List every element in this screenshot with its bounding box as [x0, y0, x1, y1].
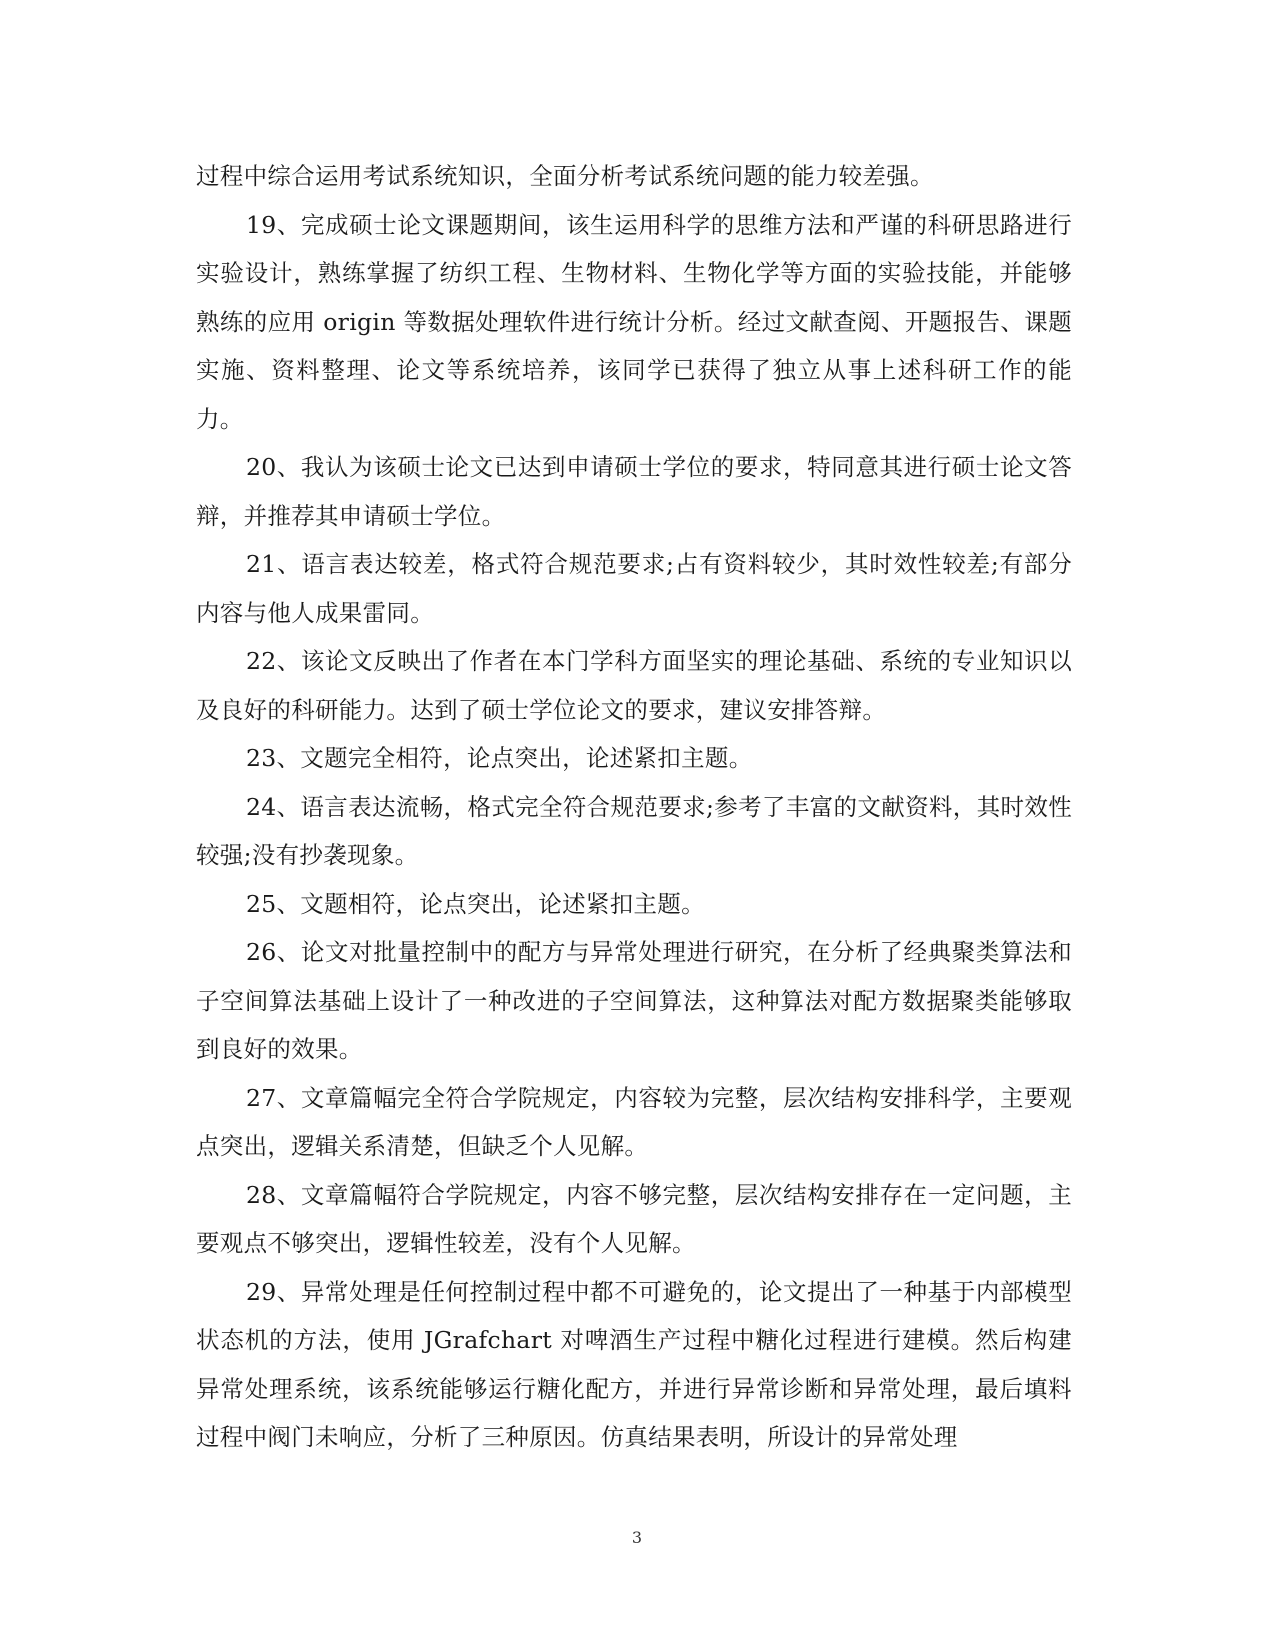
paragraph-27: 27、文章篇幅完全符合学院规定，内容较为完整，层次结构安排科学，主要观点突出，逻辑关系清楚，但缺乏个人见解。 [196, 1083, 1072, 1160]
paragraph-20: 20、我认为该硕士论文已达到申请硕士学位的要求，特同意其进行硕士论文答辩，并推荐其申请硕士学位。 [196, 453, 1072, 530]
paragraph-21: 21、语言表达较差，格式符合规范要求;占有资料较少，其时效性较差;有部分内容与他人成果雷同。 [196, 550, 1072, 627]
paragraph-24: 24、语言表达流畅，格式完全符合规范要求;参考了丰富的文献资料，其时效性较强;没有抄袭现象。 [196, 792, 1072, 869]
paragraph-26: 26、论文对批量控制中的配方与异常处理进行研究，在分析了经典聚类算法和子空间算法基础上设计了一种改进的子空间算法，这种算法对配方数据聚类能够取到良好的效果。 [196, 938, 1072, 1063]
paragraph-29: 29、异常处理是任何控制过程中都不可避免的，论文提出了一种基于内部模型状态机的方法，使用 JGrafchart 对啤酒生产过程中糖化过程进行建模。然后构建异常处理系统，该系统能够运行糖化配方，并进行异常诊断和异常处理，最后填料过程中阀门未响应，分析了三种原因。仿真结果表明，所设计的异常处理 [196, 1277, 1072, 1451]
paragraph-continuation: 过程中综合运用考试系统知识，全面分析考试系统问题的能力较差强。 [196, 162, 934, 190]
paragraph-28: 28、文章篇幅符合学院规定，内容不够完整，层次结构安排存在一定问题，主要观点不够突出，逻辑性较差，没有个人见解。 [196, 1180, 1072, 1257]
document-body [196, 152, 1072, 1462]
page-number: 3 [631, 1528, 643, 1547]
paragraph-19: 19、完成硕士论文课题期间，该生运用科学的思维方法和严谨的科研思路进行实验设计，熟练掌握了纺织工程、生物材料、生物化学等方面的实验技能，并能够熟练的应用 origin 等数据处理软件进行统计分析。经过文献查阅、开题报告、课题实施、资料整理、论文等系统培养，该同学已获得了独立从事上述科研工作的能力。 [196, 210, 1072, 433]
paragraph-23: 23、文题完全相符，论点突出，论述紧扣主题。 [246, 744, 753, 772]
paragraph-22: 22、该论文反映出了作者在本门学科方面坚实的理论基础、系统的专业知识以及良好的科研能力。达到了硕士学位论文的要求，建议安排答辩。 [196, 647, 1072, 724]
paragraph-25: 25、文题相符，论点突出，论述紧扣主题。 [246, 889, 705, 918]
